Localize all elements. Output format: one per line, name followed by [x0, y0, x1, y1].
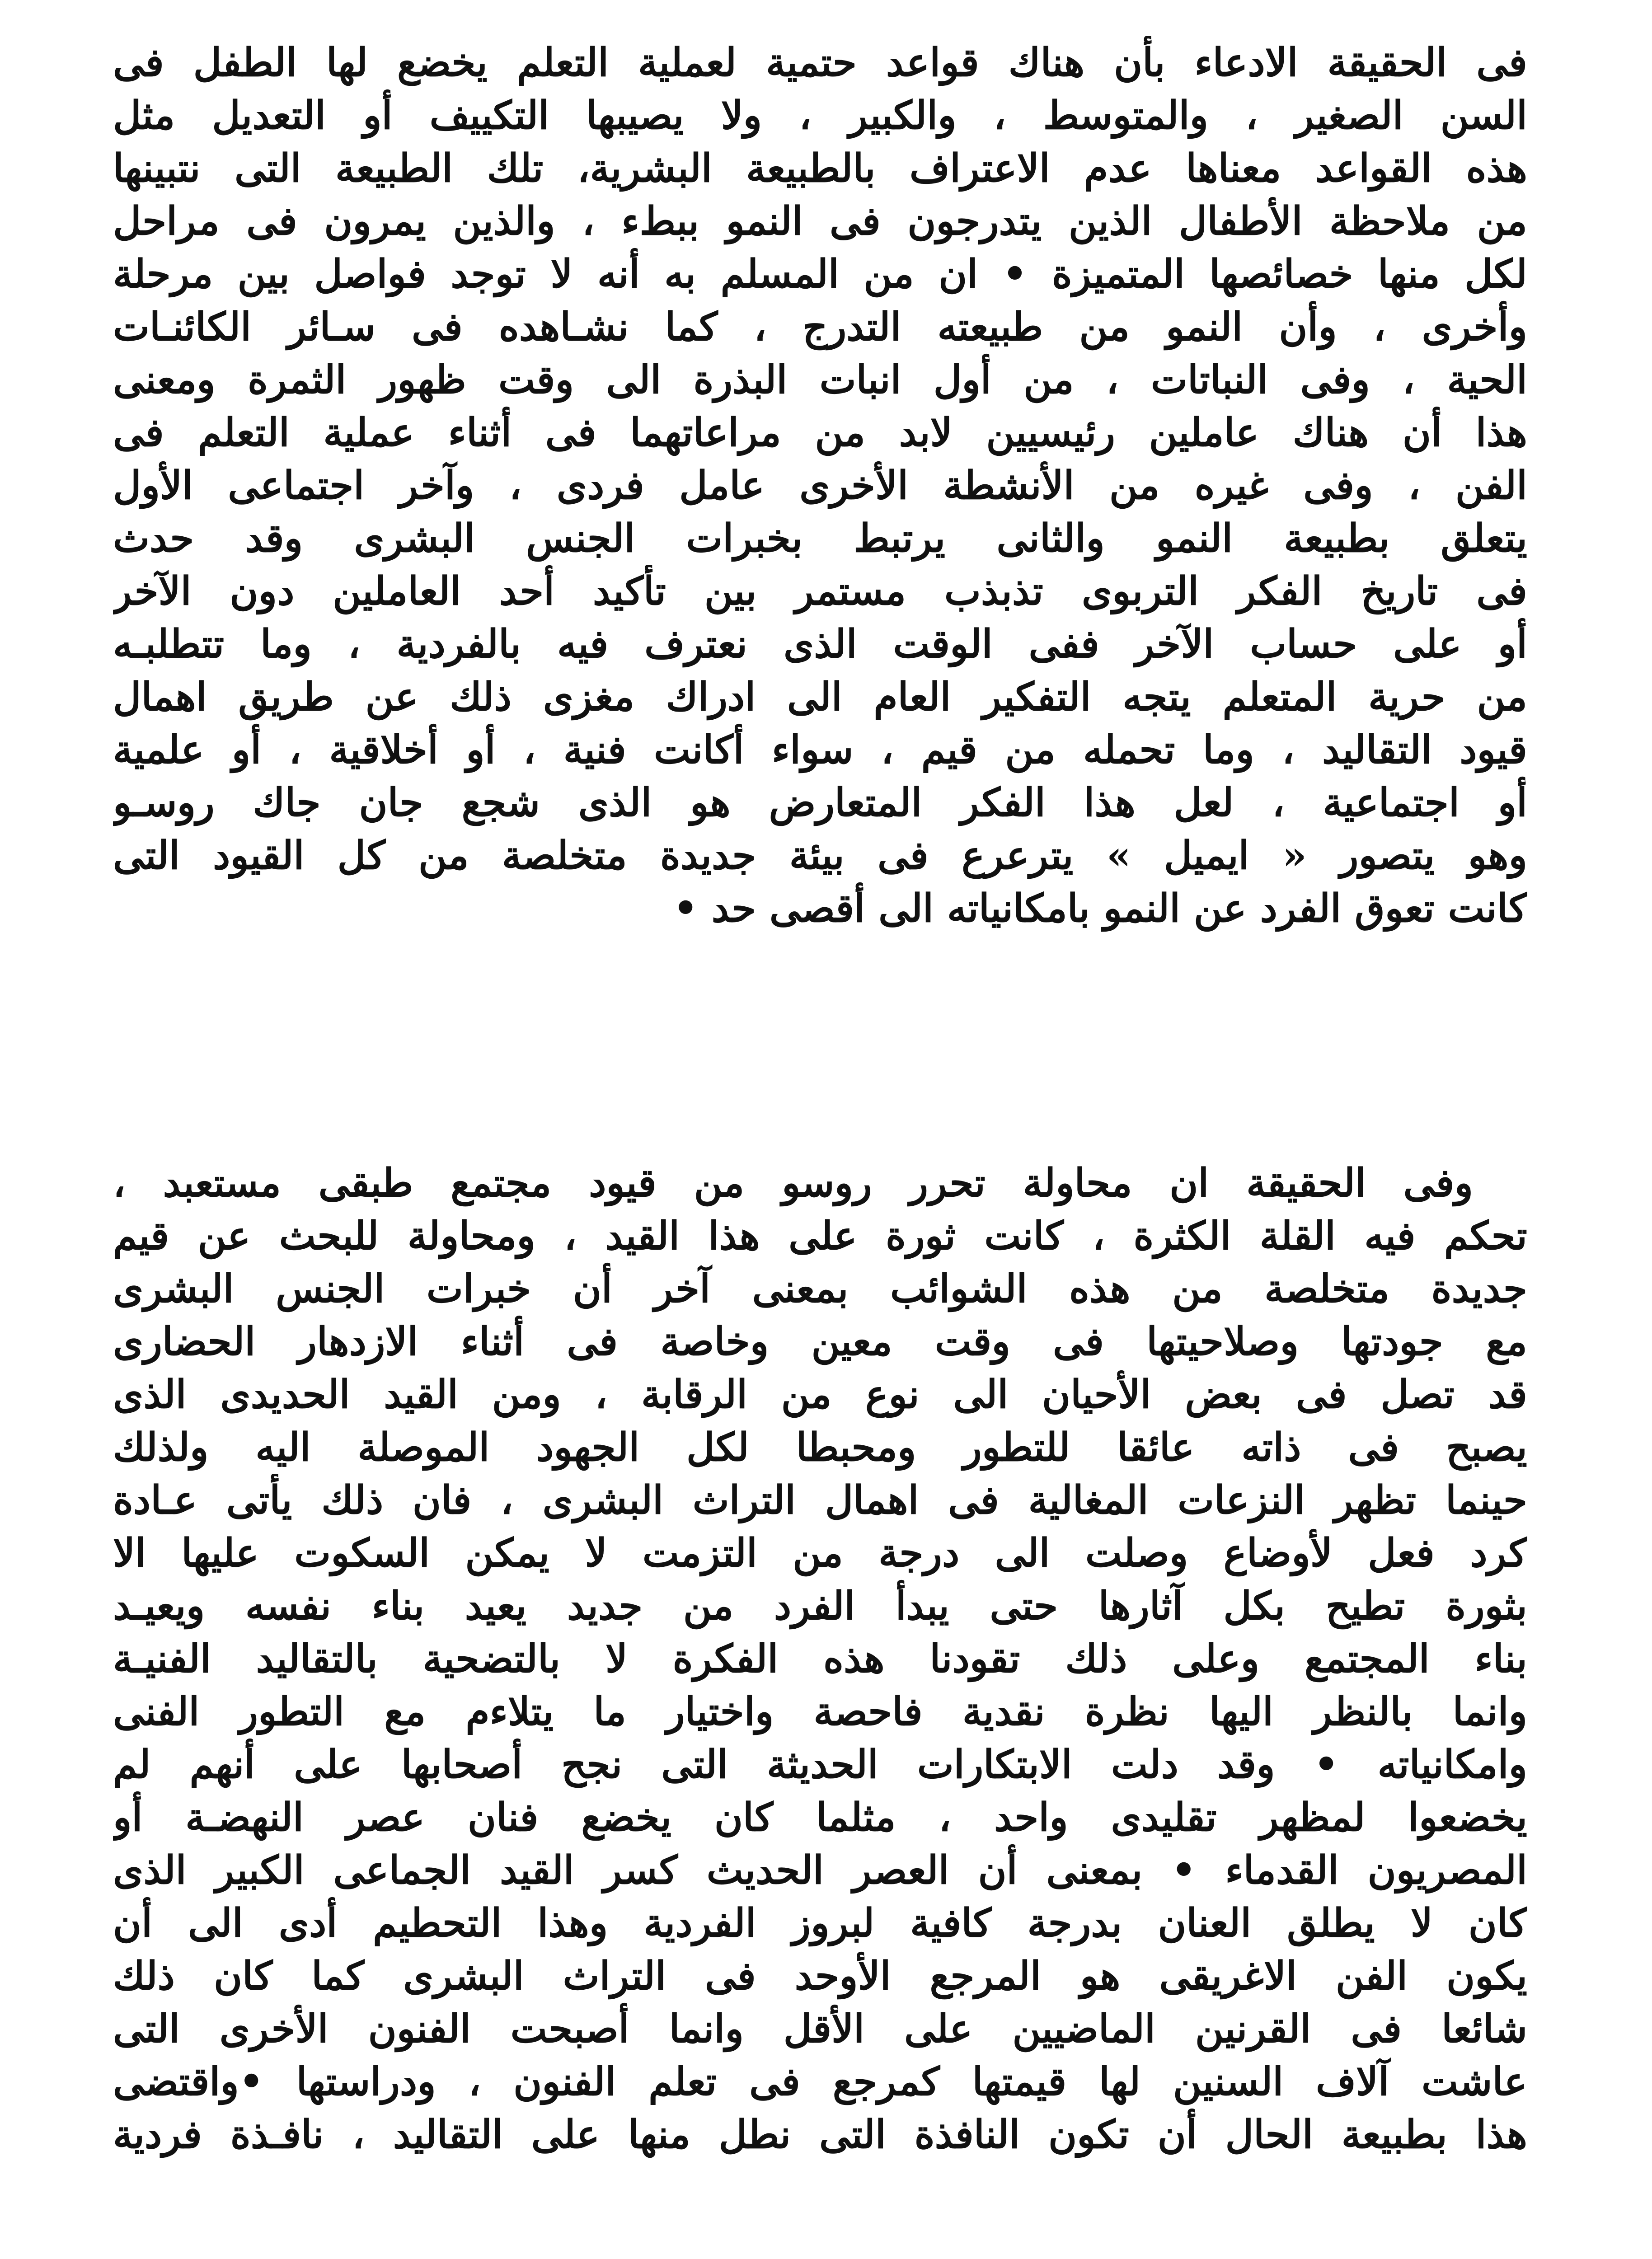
paragraph-1 [113, 36, 1527, 935]
text-line: يصبح فى ذاته عائقا للتطور ومحبطا لكل الجهود الموصلة اليه ولذلك [113, 1425, 1527, 1470]
text-line: كان لا يطلق العنان بدرجة كافية لبروز الفردية وهذا التحطيم أدى الى أن [113, 1900, 1527, 1946]
text-line: بثورة تطيح بكل آثارها حتى يبدأ الفرد من جديد يعيد بناء نفسه ويعيـد [113, 1583, 1527, 1629]
text-line: وانما بالنظر اليها نظرة نقدية فاحصة واختيار ما يتلاءم مع التطور الفنى [113, 1689, 1527, 1734]
text-line: قيود التقاليد ، وما تحمله من قيم ، سواء أكانت فنية ، أو أخلاقية ، أو علمية [113, 727, 1527, 773]
text-line: الفن ، وفى غيره من الأنشطة الأخرى عامل فردى ، وآخر اجتماعى الأول [113, 463, 1527, 508]
text-line: الحية ، وفى النباتات ، من أول انبات البذرة الى وقت ظهور الثمرة ومعنى [113, 357, 1527, 403]
text-line: كانت تعوق الفرد عن النمو بامكانياته الى أقصى حد • [673, 886, 1527, 931]
text-line: أو على حساب الآخر ففى الوقت الذى نعترف فيه بالفردية ، وما تتطلبـه [113, 621, 1527, 667]
text-line: هذا أن هناك عاملين رئيسيين لابد من مراعاتهما فى أثناء عملية التعلم فى [113, 410, 1527, 455]
text-line: تحكم فيه القلة الكثرة ، كانت ثورة على هذا القيد ، ومحاولة للبحث عن قيم [113, 1213, 1527, 1259]
text-line: وفى الحقيقة ان محاولة تحرر روسو من قيود مجتمع طبقى مستعبد ، [113, 1160, 1473, 1206]
text-line: فى تاريخ الفكر التربوى تذبذب مستمر بين تأكيد أحد العاملين دون الآخر [113, 568, 1527, 614]
text-line: شائعا فى القرنين الماضيين على الأقل وانما أصبحت الفنون الأخرى التى [113, 2006, 1527, 2052]
text-line: لكل منها خصائصها المتميزة • ان من المسلم به أنه لا توجد فواصل بين مرحلة [113, 251, 1527, 297]
text-line: يتعلق بطبيعة النمو والثانى يرتبط بخبرات الجنس البشرى وقد حدث [113, 516, 1527, 561]
text-line: حينما تظهر النزعات المغالية فى اهمال التراث البشرى ، فان ذلك يأتى عـادة [113, 1477, 1527, 1523]
text-line: من حرية المتعلم يتجه التفكير العام الى ادراك مغزى ذلك عن طريق اهمال [113, 674, 1527, 720]
text-line: فى الحقيقة الادعاء بأن هناك قواعد حتمية لعملية التعلم يخضع لها الطفل فى [113, 40, 1527, 85]
text-line: عاشت آلاف السنين لها قيمتها كمرجع فى تعلم الفنون ، ودراستها •واقتضى [113, 2059, 1527, 2104]
text-line: السن الصغير ، والمتوسط ، والكبير ، ولا يصيبها التكييف أو التعديل مثل [113, 93, 1527, 138]
text-line: بناء المجتمع وعلى ذلك تقودنا هذه الفكرة لا بالتضحية بالتقاليد الفنيـة [113, 1636, 1527, 1682]
text-line: وهو يتصور « ايميل » يترعرع فى بيئة جديدة متخلصة من كل القيود التى [113, 833, 1527, 878]
paragraph-2 [113, 1157, 1527, 2161]
text-line: كرد فعل لأوضاع وصلت الى درجة من التزمت لا يمكن السكوت عليها الا [113, 1530, 1527, 1576]
text-line: يكون الفن الاغريقى هو المرجع الأوحد فى التراث البشرى كما كان ذلك [113, 1953, 1527, 1999]
text-line: قد تصل فى بعض الأحيان الى نوع من الرقابة ، ومن القيد الحديدى الذى [113, 1372, 1527, 1417]
text-line: هذا بطبيعة الحال أن تكون النافذة التى نطل منها على التقاليد ، نافـذة فردية [113, 2112, 1527, 2157]
text-line: أو اجتماعية ، لعل هذا الفكر المتعارض هو الذى شجع جان جاك روسـو [113, 780, 1527, 825]
text-line: مع جودتها وصلاحيتها فى وقت معين وخاصة فى أثناء الازدهار الحضارى [113, 1319, 1527, 1364]
text-line: وأخرى ، وأن النمو من طبيعته التدرج ، كما نشـاهده فى سـائر الكائنـات [113, 304, 1527, 350]
text-line: يخضعوا لمظهر تقليدى واحد ، مثلما كان يخضع فنان عصر النهضـة أو [113, 1795, 1527, 1840]
text-line: هذه القواعد معناها عدم الاعتراف بالطبيعة البشرية، تلك الطبيعة التى نتبينها [113, 145, 1527, 191]
text-line: المصريون القدماء • بمعنى أن العصر الحديث كسر القيد الجماعى الكبير الذى [113, 1847, 1527, 1893]
text-line: من ملاحظة الأطفال الذين يتدرجون فى النمو ببطء ، والذين يمرون فى مراحل [113, 198, 1527, 244]
text-line: وامكانياته • وقد دلت الابتكارات الحديثة التى نجح أصحابها على أنهم لم [113, 1742, 1527, 1787]
text-line: جديدة متخلصة من هذه الشوائب بمعنى آخر أن خبرات الجنس البشرى [113, 1266, 1527, 1312]
